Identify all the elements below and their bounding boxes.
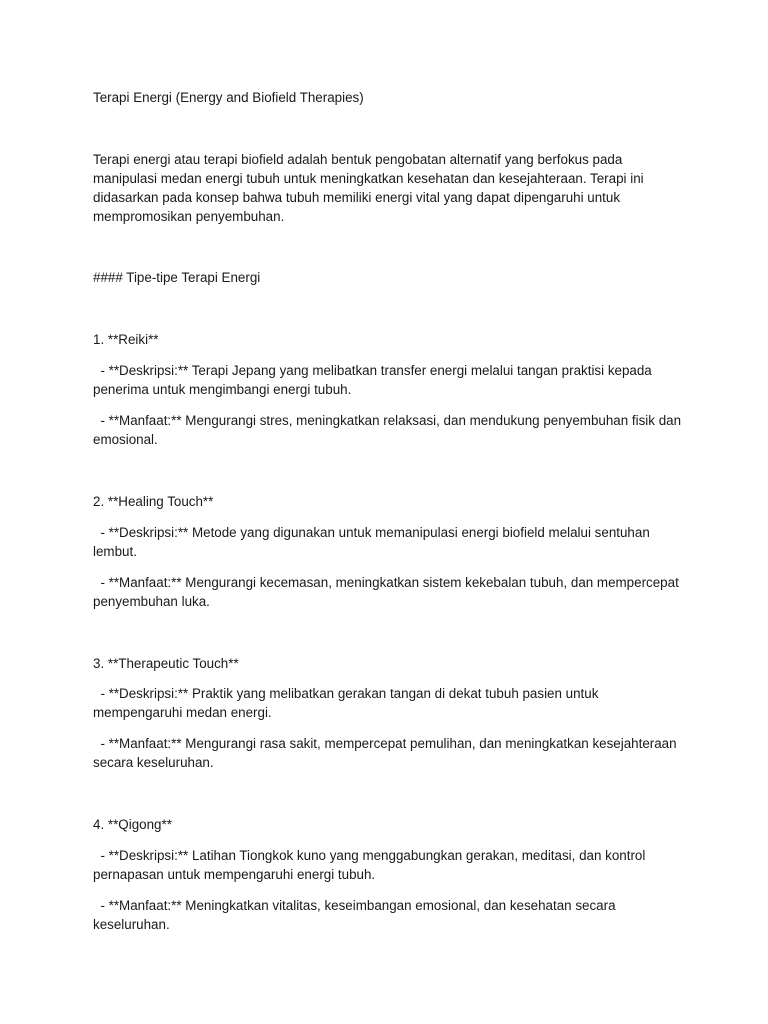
- intro-line-1: Terapi energi atau terapi biofield adalah bentuk pengobatan alternatif yang berfokus pada: [93, 152, 623, 167]
- item-title-healing-touch: 2. **Healing Touch**: [93, 494, 214, 509]
- item-benefit-line: penyembuhan luka.: [93, 594, 210, 609]
- item-title-therapeutic-touch: 3. **Therapeutic Touch**: [93, 656, 239, 671]
- item-desc-line: - **Deskripsi:** Terapi Jepang yang melibatkan transfer energi melalui tangan praktisi kepada: [93, 363, 652, 378]
- document-title: Terapi Energi (Energy and Biofield Therapies): [93, 90, 364, 105]
- intro-line-3: didasarkan pada konsep bahwa tubuh memiliki energi vital yang dapat dipengaruhi untuk: [93, 190, 621, 205]
- item-desc-line: mempengaruhi medan energi.: [93, 705, 272, 720]
- item-desc-line: - **Deskripsi:** Praktik yang melibatkan gerakan tangan di dekat tubuh pasien untuk: [93, 686, 599, 701]
- item-benefit-line: secara keseluruhan.: [93, 755, 214, 770]
- item-benefit-line: keseluruhan.: [93, 917, 170, 932]
- item-desc-line: - **Deskripsi:** Latihan Tiongkok kuno yang menggabungkan gerakan, meditasi, dan kontrol: [93, 848, 646, 863]
- item-desc-line: lembut.: [93, 544, 137, 559]
- item-benefit-line: - **Manfaat:** Meningkatkan vitalitas, keseimbangan emosional, dan kesehatan secara: [93, 898, 616, 913]
- section-heading: #### Tipe-tipe Terapi Energi: [93, 270, 261, 285]
- intro-line-2: manipulasi medan energi tubuh untuk meningkatkan kesehatan dan kesejahteraan. Terapi ini: [93, 171, 644, 186]
- item-title-qigong: 4. **Qigong**: [93, 817, 172, 832]
- item-benefit-line: - **Manfaat:** Mengurangi kecemasan, meningkatkan sistem kekebalan tubuh, dan mempercepat: [93, 575, 679, 590]
- item-benefit-line: - **Manfaat:** Mengurangi rasa sakit, mempercepat pemulihan, dan meningkatkan kesejahteraan: [93, 736, 677, 751]
- item-desc-line: penerima untuk mengimbangi energi tubuh.: [93, 382, 352, 397]
- item-benefit-line: - **Manfaat:** Mengurangi stres, meningkatkan relaksasi, dan mendukung penyembuhan fisik dan: [93, 413, 682, 428]
- item-benefit-line: emosional.: [93, 432, 158, 447]
- item-desc-line: pernapasan untuk mempengaruhi energi tubuh.: [93, 867, 376, 882]
- item-desc-line: - **Deskripsi:** Metode yang digunakan untuk memanipulasi energi biofield melalui sentuhan: [93, 525, 650, 540]
- item-title-reiki: 1. **Reiki**: [93, 332, 159, 347]
- intro-line-4: mempromosikan penyembuhan.: [93, 209, 285, 224]
